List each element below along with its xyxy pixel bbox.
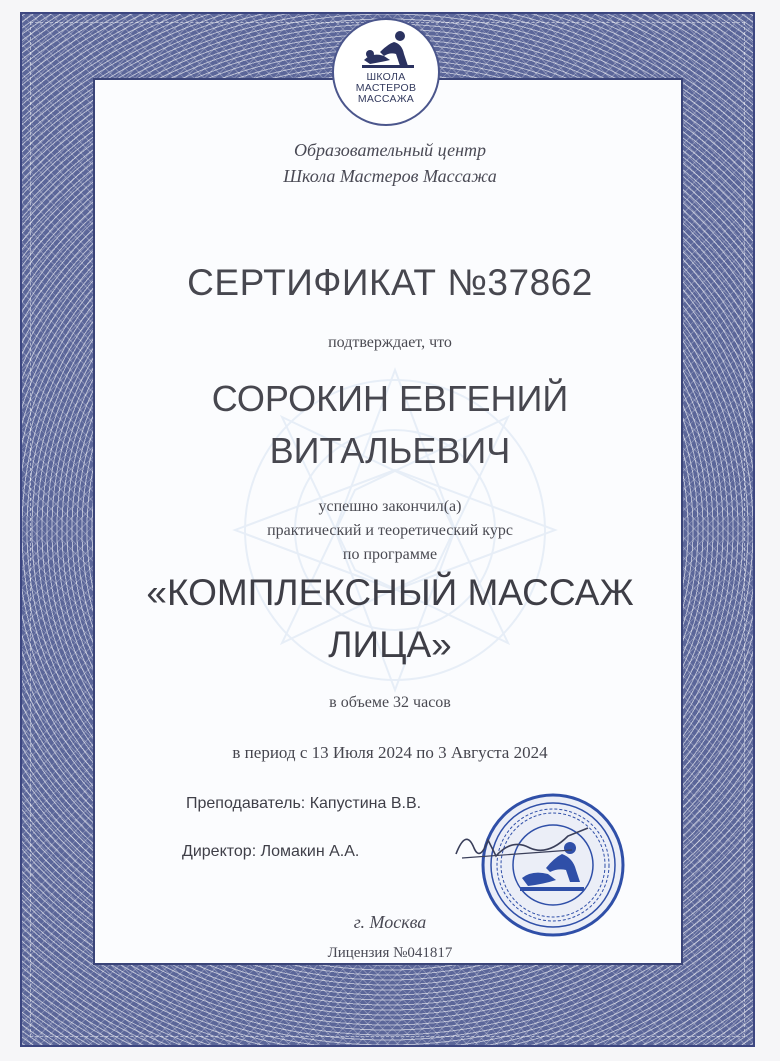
director-signature	[452, 818, 592, 868]
city: г. Москва	[353, 912, 427, 932]
confirms-text: подтверждает, что	[328, 334, 452, 351]
organization-line2: Школа Мастеров Массажа	[283, 166, 497, 186]
course-text-line3: по программе	[342, 546, 438, 563]
organization-line1: Образовательный центр	[293, 140, 487, 160]
massage-logo-icon	[360, 30, 416, 70]
program-name-line2: ЛИЦА»	[328, 624, 452, 665]
program-name-line1: «КОМПЛЕКСНЫЙ МАССАЖ	[146, 572, 634, 613]
logo-text-line3: МАССАЖА	[357, 93, 415, 105]
logo-text-line2: МАСТЕРОВ	[355, 82, 417, 94]
teacher-line: Преподаватель: Капустина В.В.	[186, 795, 422, 812]
course-period: в период с 13 Июля 2024 по 3 Августа 2024	[232, 743, 548, 762]
course-text-line2: практический и теоретический курс	[267, 522, 513, 539]
course-hours: в объеме 32 часов	[329, 694, 451, 711]
course-text-line1: успешно закончил(а)	[318, 498, 462, 515]
recipient-name-line2: ВИТАЛЬЕВИЧ	[269, 430, 511, 471]
director-line: Директор: Ломакин А.А.	[182, 843, 360, 860]
logo-text-line1: ШКОЛА	[366, 71, 406, 83]
school-logo	[332, 18, 440, 126]
certificate-title: СЕРТИФИКАТ №37862	[187, 262, 593, 303]
license-number: Лицензия №041817	[327, 945, 453, 961]
recipient-name-line1: СОРОКИН ЕВГЕНИЙ	[211, 378, 569, 419]
